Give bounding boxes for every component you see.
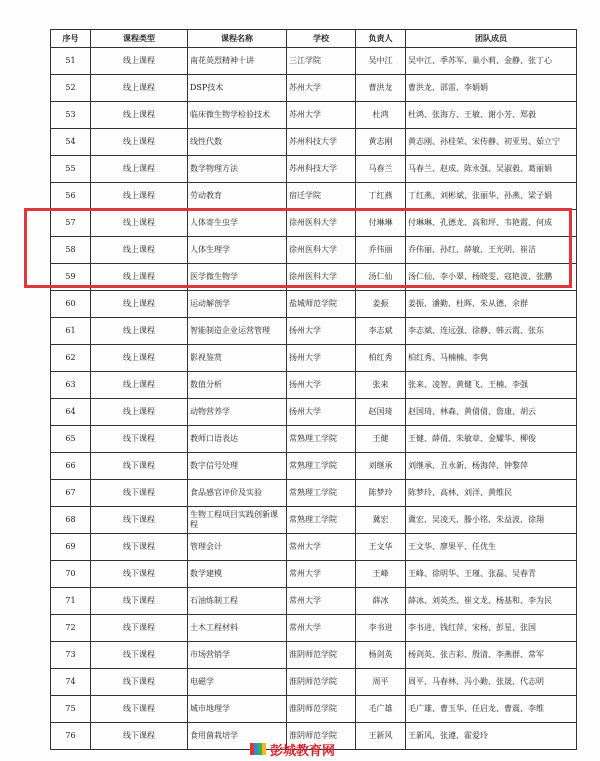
cell-type: 线上课程 [91, 156, 188, 183]
cell-leader: 杜鸿 [356, 102, 406, 129]
cell-no: 59 [51, 264, 91, 291]
cell-no: 73 [51, 642, 91, 669]
table-row [51, 696, 577, 723]
cell-team: 陈梦玲、高林、刘洋、黄维民 [406, 480, 577, 507]
cell-school: 常熟理工学院 [287, 480, 356, 507]
cell-no: 52 [51, 75, 91, 102]
cell-course-name: 运动解剖学 [188, 291, 287, 318]
cell-no: 51 [51, 48, 91, 75]
cell-leader: 王健 [356, 426, 406, 453]
cell-team: 王新风、张遵、霍爱玲 [406, 723, 577, 750]
cell-type: 线上课程 [91, 129, 188, 156]
table-row [51, 318, 577, 345]
cell-type: 线上课程 [91, 291, 188, 318]
header-cell-leader: 负责人 [356, 30, 406, 48]
cell-course-name: 人体生理学 [188, 237, 287, 264]
cell-type: 线上课程 [91, 48, 188, 75]
header-cell-type: 课程类型 [91, 30, 188, 48]
watermark [250, 740, 335, 758]
cell-leader: 乔伟丽 [356, 237, 406, 264]
cell-course-name: 教师口语表达 [188, 426, 287, 453]
table-row [51, 615, 577, 642]
cell-leader: 王峰 [356, 561, 406, 588]
cell-no: 68 [51, 507, 91, 534]
cell-school: 常州大学 [287, 534, 356, 561]
cell-no: 74 [51, 669, 91, 696]
cell-type: 线上课程 [91, 183, 188, 210]
cell-team: 毛广雄、曹玉华、任启龙、曹震、李维 [406, 696, 577, 723]
cell-course-name: 生物工程项目实践创新课程 [188, 507, 287, 534]
cell-no: 62 [51, 345, 91, 372]
cell-type: 线上课程 [91, 102, 188, 129]
table-row [51, 507, 577, 534]
cell-team: 杜鸿、张海方、王敏、谢小芳、郑毅 [406, 102, 577, 129]
cell-leader: 马春兰 [356, 156, 406, 183]
cell-school: 苏州大学 [287, 102, 356, 129]
cell-no: 60 [51, 291, 91, 318]
cell-leader: 陈梦玲 [356, 480, 406, 507]
cell-type: 线下课程 [91, 507, 188, 534]
cell-team: 薛冰、刘英杰、崔文龙、杨基和、李为民 [406, 588, 577, 615]
cell-leader: 毛广雄 [356, 696, 406, 723]
cell-type: 线下课程 [91, 669, 188, 696]
table-row [51, 129, 577, 156]
highlight-box [24, 208, 572, 288]
cell-leader: 杨剑英 [356, 642, 406, 669]
cell-leader: 王文华 [356, 534, 406, 561]
cell-school: 淮阴师范学院 [287, 696, 356, 723]
cell-leader: 刘继承 [356, 453, 406, 480]
table-row [51, 102, 577, 129]
cell-leader: 丁红燕 [356, 183, 406, 210]
table-body [51, 48, 577, 750]
cell-school: 苏州科技大学 [287, 129, 356, 156]
cell-course-name: 石油炼制工程 [188, 588, 287, 615]
cell-team: 马春兰、赵成、陈永强、吴淑毅、葛丽娟 [406, 156, 577, 183]
table-row [51, 183, 577, 210]
cell-course-name: 动物营养学 [188, 399, 287, 426]
cell-leader: 曹洪龙 [356, 75, 406, 102]
cell-school: 扬州大学 [287, 318, 356, 345]
table-row [51, 291, 577, 318]
cell-school: 三江学院 [287, 48, 356, 75]
cell-course-name: 食用菌栽培学 [188, 723, 287, 750]
cell-type: 线上课程 [91, 264, 188, 291]
cell-team: 冀宏、吴凌天、滕小铭、朱益波、徐翔 [406, 507, 577, 534]
cell-team: 曹洪龙、邵雷、李娟娟 [406, 75, 577, 102]
table-row [51, 588, 577, 615]
cell-leader: 姜振 [356, 291, 406, 318]
cell-no: 75 [51, 696, 91, 723]
cell-no: 63 [51, 372, 91, 399]
cell-school: 苏州科技大学 [287, 156, 356, 183]
cell-course-name: 城市地理学 [188, 696, 287, 723]
cell-course-name: 劳动教育 [188, 183, 287, 210]
cell-leader: 张来 [356, 372, 406, 399]
cell-no: 54 [51, 129, 91, 156]
cell-school: 徐州医科大学 [287, 237, 356, 264]
cell-school: 淮阴师范学院 [287, 723, 356, 750]
cell-school: 常州大学 [287, 615, 356, 642]
cell-school: 徐州医科大学 [287, 264, 356, 291]
cell-school: 常熟理工学院 [287, 426, 356, 453]
cell-course-name: 食品感官评价及实验 [188, 480, 287, 507]
cell-type: 线上课程 [91, 399, 188, 426]
table-row [51, 345, 577, 372]
cell-leader: 吴中江 [356, 48, 406, 75]
cell-leader: 薛冰 [356, 588, 406, 615]
cell-course-name: 管理会计 [188, 534, 287, 561]
table-row [51, 48, 577, 75]
cell-team: 王文华、廖果平、任优生 [406, 534, 577, 561]
cell-leader: 冀宏 [356, 507, 406, 534]
cell-school: 盐城师范学院 [287, 291, 356, 318]
cell-course-name: 人体寄生虫学 [188, 210, 287, 237]
cell-no: 70 [51, 561, 91, 588]
cell-no: 53 [51, 102, 91, 129]
cell-school: 淮阴师范学院 [287, 669, 356, 696]
cell-school: 苏州大学 [287, 75, 356, 102]
cell-type: 线上课程 [91, 372, 188, 399]
cell-school: 徐州医科大学 [287, 210, 356, 237]
cell-course-name: 市场营销学 [188, 642, 287, 669]
table-row [51, 642, 577, 669]
cell-team: 杨剑英、张吉彩、殷清、李燕群、常军 [406, 642, 577, 669]
cell-leader: 李志斌 [356, 318, 406, 345]
cell-course-name: 数字信号处理 [188, 453, 287, 480]
cell-course-name: 电磁学 [188, 669, 287, 696]
cell-leader: 周平 [356, 669, 406, 696]
cell-leader: 柏红秀 [356, 345, 406, 372]
table-row [51, 426, 577, 453]
cell-team: 付琳琳、孔德龙、高和坪、韦艳霞、何成 [406, 210, 577, 237]
cell-course-name: 线性代数 [188, 129, 287, 156]
cell-no: 65 [51, 426, 91, 453]
cell-team: 李书进、钱红萍、宋杨、彭星、张国 [406, 615, 577, 642]
watermark-text: 彭城教育网 [270, 743, 336, 759]
cell-no: 72 [51, 615, 91, 642]
cell-no: 76 [51, 723, 91, 750]
cell-type: 线下课程 [91, 642, 188, 669]
cell-team: 李志斌、连远强、徐静、韩云霞、张东 [406, 318, 577, 345]
cell-no: 67 [51, 480, 91, 507]
cell-course-name: 医学微生物学 [188, 264, 287, 291]
cell-type: 线下课程 [91, 723, 188, 750]
cell-leader: 王新风 [356, 723, 406, 750]
cell-no: 57 [51, 210, 91, 237]
cell-no: 55 [51, 156, 91, 183]
cell-school: 常熟理工学院 [287, 507, 356, 534]
cell-course-name: DSP技术 [188, 75, 287, 102]
cell-no: 71 [51, 588, 91, 615]
cell-leader: 李书进 [356, 615, 406, 642]
cell-course-name: 临床微生物学检验技术 [188, 102, 287, 129]
cell-team: 吴中江、季苏军、巢小莉、金静、张丁心 [406, 48, 577, 75]
cell-no: 58 [51, 237, 91, 264]
cell-type: 线上课程 [91, 318, 188, 345]
cell-type: 线下课程 [91, 561, 188, 588]
table-row [51, 453, 577, 480]
cell-school: 扬州大学 [287, 345, 356, 372]
cell-team: 张来、凌智、黄健飞、王楠、李强 [406, 372, 577, 399]
cell-team: 汤仁仙、李小翠、杨晓雯、寇艳波、张鹏 [406, 264, 577, 291]
table-row [51, 399, 577, 426]
cell-type: 线下课程 [91, 696, 188, 723]
book-logo-icon [250, 742, 266, 756]
cell-school: 宿迁学院 [287, 183, 356, 210]
cell-no: 66 [51, 453, 91, 480]
cell-course-name: 土木工程材料 [188, 615, 287, 642]
cell-course-name: 数学建模 [188, 561, 287, 588]
cell-team: 柏红秀、马楠楠、李隽 [406, 345, 577, 372]
cell-school: 淮阴师范学院 [287, 642, 356, 669]
cell-team: 黄志刚、孙桂荣、宋传静、初亚男、茹立宁 [406, 129, 577, 156]
table-row [51, 534, 577, 561]
table-row [51, 480, 577, 507]
cell-type: 线上课程 [91, 345, 188, 372]
cell-no: 64 [51, 399, 91, 426]
table-header [51, 30, 577, 48]
cell-type: 线下课程 [91, 480, 188, 507]
cell-type: 线下课程 [91, 534, 188, 561]
cell-course-name: 智能制造企业运营管理 [188, 318, 287, 345]
cell-team: 丁红燕、刘彬斌、张丽华、孙燕、梁子娟 [406, 183, 577, 210]
table-row [51, 561, 577, 588]
cell-school: 扬州大学 [287, 372, 356, 399]
header-cell-school: 学校 [287, 30, 356, 48]
header-cell-team: 团队成员 [406, 30, 577, 48]
cell-school: 扬州大学 [287, 399, 356, 426]
cell-team: 周平、马春林、冯小勤、张晟、代志明 [406, 669, 577, 696]
cell-course-name: 数学物理方法 [188, 156, 287, 183]
cell-team: 姜振、潘勤、杜晖、朱从德、余群 [406, 291, 577, 318]
table-row [51, 156, 577, 183]
cell-type: 线下课程 [91, 588, 188, 615]
cell-no: 69 [51, 534, 91, 561]
cell-type: 线下课程 [91, 615, 188, 642]
cell-school: 常州大学 [287, 588, 356, 615]
cell-no: 61 [51, 318, 91, 345]
cell-type: 线上课程 [91, 237, 188, 264]
cell-type: 线下课程 [91, 426, 188, 453]
cell-type: 线上课程 [91, 210, 188, 237]
course-table [50, 29, 577, 750]
table-row [51, 75, 577, 102]
cell-course-name: 数值分析 [188, 372, 287, 399]
cell-team: 乔伟丽、孙红、薛敏、王光明、崔洁 [406, 237, 577, 264]
cell-team: 王健、薛倩、朱敏章、金耀华、柳俊 [406, 426, 577, 453]
cell-school: 常熟理工学院 [287, 453, 356, 480]
cell-no: 56 [51, 183, 91, 210]
cell-type: 线上课程 [91, 75, 188, 102]
cell-course-name: 南花英烈精神十讲 [188, 48, 287, 75]
cell-type: 线下课程 [91, 453, 188, 480]
cell-team: 王峰、徐明华、王瑾、张磊、吴春青 [406, 561, 577, 588]
cell-leader: 付琳琳 [356, 210, 406, 237]
table-row [51, 669, 577, 696]
header-cell-course-name: 课程名称 [188, 30, 287, 48]
cell-team: 刘继承、丑永新、杨海萍、钟黎萍 [406, 453, 577, 480]
table-row [51, 372, 577, 399]
header-cell-no: 序号 [51, 30, 91, 48]
cell-leader: 赵国琦 [356, 399, 406, 426]
cell-leader: 汤仁仙 [356, 264, 406, 291]
cell-school: 常州大学 [287, 561, 356, 588]
cell-course-name: 影视鉴赏 [188, 345, 287, 372]
cell-leader: 黄志刚 [356, 129, 406, 156]
cell-team: 赵国琦、林森、黄倩倩、詹康、胡云 [406, 399, 577, 426]
